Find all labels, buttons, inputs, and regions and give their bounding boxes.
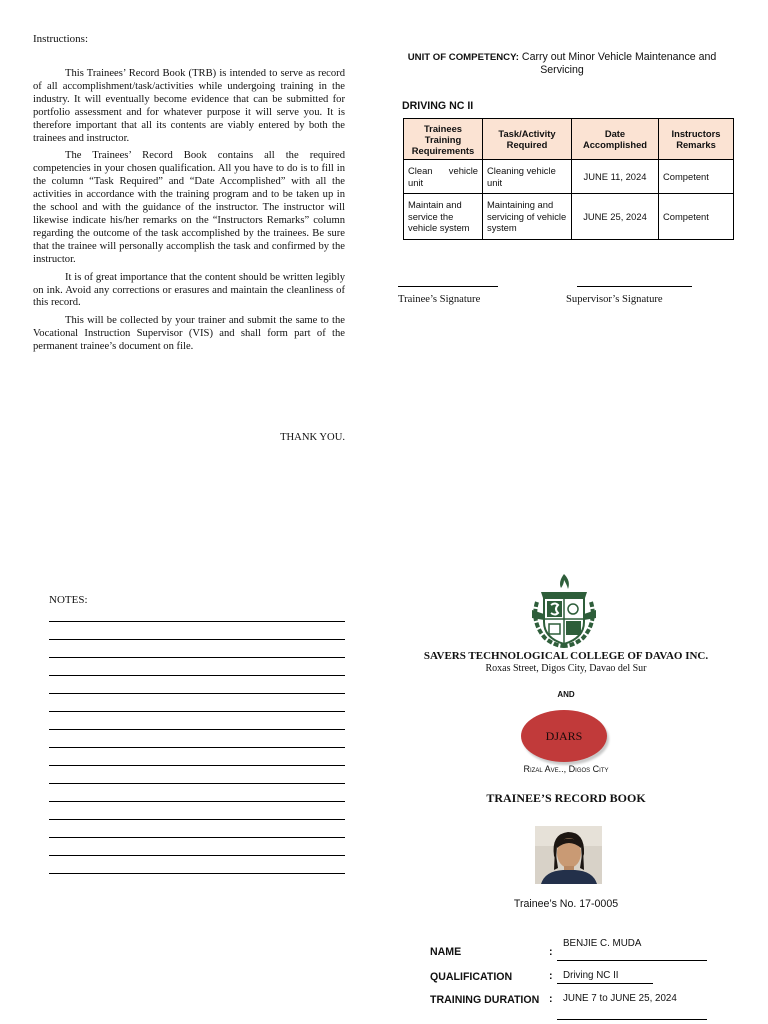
name-label: NAME (430, 946, 462, 958)
note-line[interactable] (49, 801, 345, 802)
duration-line (557, 1019, 707, 1020)
partner-address: Rizal Ave.., Digos City (523, 764, 609, 774)
table-row (404, 194, 734, 240)
note-line[interactable] (49, 639, 345, 640)
column-header: Date Accomplished (572, 119, 659, 160)
note-line[interactable] (49, 819, 345, 820)
unit-value: Carry out Minor Vehicle Maintenance and Servicing (521, 51, 717, 76)
supervisor-signature-line (577, 286, 692, 287)
instructions-body (33, 68, 345, 359)
trainee-signature-line (398, 286, 498, 287)
note-line[interactable] (49, 873, 345, 874)
cell-remarks: Competent (659, 160, 734, 194)
notes-label: NOTES: (49, 594, 88, 606)
cell-requirement: Clean vehicle unit (404, 160, 483, 194)
qualification-label: QUALIFICATION (430, 971, 513, 983)
supervisor-signature-label: Supervisor’s Signature (566, 294, 663, 305)
and-connector: AND (557, 690, 575, 699)
note-line[interactable] (49, 783, 345, 784)
unit-of-competency (392, 51, 732, 77)
cell-remarks: Competent (659, 194, 734, 240)
instructions-paragraph: This Trainees’ Record Book (TRB) is intended to serve as record of all accomplishment/task/activities while undergoing training in the industry. It will eventually become evidence that can be submitted for portfolio assessment and for whatever purpose it will serve you. It is therefore important that all its contents are viably entered by both the trainees and instructor. (33, 68, 345, 144)
djars-logo: DJARS (521, 710, 607, 762)
closing-text: THANK YOU. (280, 432, 345, 443)
note-line[interactable] (49, 837, 345, 838)
note-line[interactable] (49, 747, 345, 748)
instructions-title: Instructions: (33, 33, 88, 45)
table-row (404, 160, 734, 194)
duration-value: JUNE 7 to JUNE 25, 2024 (563, 993, 677, 1004)
note-line[interactable] (49, 765, 345, 766)
column-header: Instructors Remarks (659, 119, 734, 160)
instructions-paragraph: The Trainees’ Record Book contains all the required competencies in your chosen qualification. All you have to do is to fill in the column “Task Required” and “Date Accomplished” with all the activities in accordance with the training program and to be taken up in the school and with the guidance of the instructor. The instructor will likewise indicate his/her remarks on the “Instructors Remarks” column regarding the outcome of the task accomplished by the trainees. Be sure that the trainee will personally accomplish the task and confirmed by the instructor. (33, 150, 345, 265)
instructions-paragraph: This will be collected by your trainer and submit the same to the Vocational Instruction Supervisor (VIS) and shall form part of the permanent trainee’s document on file. (33, 315, 345, 353)
column-header: Trainees Training Requirements (404, 119, 483, 160)
book-title: TRAINEE’S RECORD BOOK (486, 791, 646, 805)
duration-label: TRAINING DURATION (430, 994, 540, 1006)
name-line (557, 960, 707, 961)
note-line[interactable] (49, 729, 345, 730)
cell-task: Maintaining and servicing of vehicle system (483, 194, 572, 240)
note-line[interactable] (49, 621, 345, 622)
cell-date: JUNE 11, 2024 (572, 160, 659, 194)
qualification-line (557, 983, 653, 984)
college-crest-logo (527, 572, 601, 650)
duration-colon: : (549, 993, 553, 1005)
note-line[interactable] (49, 657, 345, 658)
cell-task: Cleaning vehicle unit (483, 160, 572, 194)
cell-requirement: Maintain and service the vehicle system (404, 194, 483, 240)
trainee-signature-label: Trainee’s Signature (398, 294, 481, 305)
qualification-heading: DRIVING NC II (402, 100, 474, 112)
trainee-number: Trainee’s No. 17-0005 (513, 898, 619, 910)
instructions-paragraph: It is of great importance that the content should be written legibly on ink. Avoid any corrections or erasures and maintain the cleanliness of this record. (33, 271, 345, 309)
column-header: Task/Activity Required (483, 119, 572, 160)
trainee-photo (535, 826, 602, 884)
table-header-row (404, 119, 734, 160)
note-line[interactable] (49, 711, 345, 712)
cell-date: JUNE 25, 2024 (572, 194, 659, 240)
name-colon: : (549, 946, 553, 958)
note-line[interactable] (49, 855, 345, 856)
college-address: Roxas Street, Digos City, Davao del Sur (485, 663, 647, 674)
unit-label: UNIT OF COMPETENCY: (407, 52, 519, 63)
qualification-colon: : (549, 970, 553, 982)
note-line[interactable] (49, 675, 345, 676)
task-table (403, 118, 734, 240)
note-line[interactable] (49, 693, 345, 694)
college-name: SAVERS TECHNOLOGICAL COLLEGE OF DAVAO INC. (423, 650, 709, 662)
qualification-value: Driving NC II (563, 970, 619, 981)
name-value: BENJIE C. MUDA (563, 938, 642, 949)
